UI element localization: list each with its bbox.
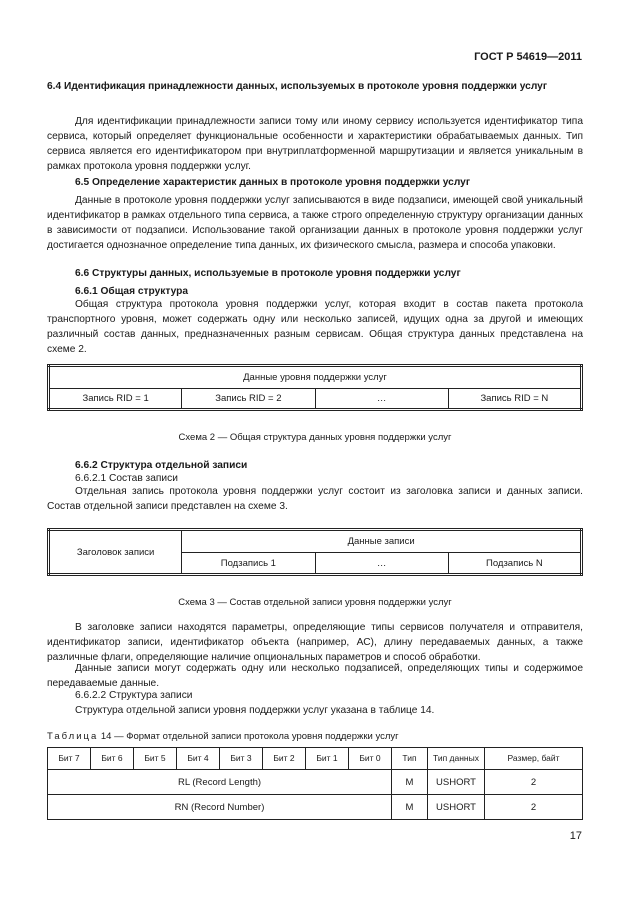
section-6-5-heading: 6.5 Определение характеристик данных в протоколе уровня поддержки услуг [75, 177, 471, 188]
scheme-2-cell: Запись RID = 2 [182, 389, 315, 410]
section-6-6-2-2-subheading: 6.6.2.2 Структура записи [75, 690, 193, 701]
table-field-cell: RL (Record Length) [48, 770, 392, 795]
table-field-cell: RN (Record Number) [48, 795, 392, 820]
table-header-cell: Бит 7 [48, 748, 91, 770]
table-type-cell: M [392, 770, 428, 795]
scheme-3-caption: Схема 3 — Состав отдельной записи уровня поддержки услуг [178, 597, 452, 608]
scheme-2-cell: Запись RID = N [448, 389, 581, 410]
table-datatype-cell: USHORT [428, 795, 485, 820]
table-header-cell: Бит 0 [349, 748, 392, 770]
scheme-2 [47, 364, 583, 411]
table-14-title: 14 — Формат отдельной записи протокола уровня поддержки услуг [100, 731, 399, 742]
scheme-3-cell: Подзапись 1 [182, 553, 315, 575]
section-6-4-heading: 6.4 Идентификация принадлежности данных, используемых в протоколе уровня поддержки услуг [47, 81, 548, 92]
section-6-6-2-1-text: Отдельная запись протокола уровня поддержки услуг состоит из заголовка записи и данных записи. Состав отдельной записи представлен на схеме 3. [47, 486, 583, 512]
scheme-2-top-cell: Данные уровня поддержки услуг [49, 366, 582, 389]
scheme-2-caption: Схема 2 — Общая структура данных уровня поддержки услуг [178, 432, 452, 443]
section-6-6-1-heading: 6.6.1 Общая структура [75, 286, 189, 297]
table-header-cell: Бит 1 [306, 748, 349, 770]
table-header-cell: Бит 2 [263, 748, 306, 770]
table-header-cell: Бит 4 [177, 748, 220, 770]
section-6-5-text: Данные в протоколе уровня поддержки услуг записываются в виде подзаписи, имеющей свой уникальный идентификатор в рамках отдельного типа сервиса, а также строго определенную структуру организации данных в зависимости от подзаписи. Использование такой организации данных в протоколе уровня поддержки услуг достигается однозначное определение типа данных, их физического смысла, размера и способа упаковки. [47, 195, 583, 251]
table-14-label: Таблица [47, 731, 99, 742]
table-header-cell: Бит 6 [91, 748, 134, 770]
table-header-cell: Бит 5 [134, 748, 177, 770]
table-size-cell: 2 [485, 770, 583, 795]
scheme-3-data-cell: Данные записи [182, 530, 582, 553]
table-14-reference: Структура отдельной записи уровня поддержки услуг указана в таблице 14. [75, 705, 435, 716]
section-6-6-2-1-subheading: 6.6.2.1 Состав записи [75, 473, 178, 484]
table-datatype-cell: USHORT [428, 770, 485, 795]
table-14-caption [47, 729, 583, 744]
scheme-3-cell: Подзапись N [448, 553, 581, 575]
table-type-cell: M [392, 795, 428, 820]
record-header-text: В заголовке записи находятся параметры, определяющие типы сервисов получателя и отправителя, идентификатор записи, идентификатор объекта (например, АС), длину передаваемых данных, а также различные флаги, определяющие наличие опциональных параметров и способ обработки. [47, 622, 583, 663]
section-6-6-2-heading: 6.6.2 Структура отдельной записи [75, 460, 248, 471]
scheme-3-header-cell: Заголовок записи [49, 530, 182, 575]
section-6-6-heading: 6.6 Структуры данных, используемые в протоколе уровня поддержки услуг [75, 268, 461, 279]
table-header-cell: Размер, байт [485, 748, 583, 770]
table-row [48, 770, 583, 795]
document-header: ГОСТ Р 54619—2011 [474, 51, 582, 63]
scheme-2-cell: Запись RID = 1 [49, 389, 182, 410]
table-size-cell: 2 [485, 795, 583, 820]
section-6-4-text: Для идентификации принадлежности записи тому или иному сервису используется идентификатор типа сервиса, который определяет функциональные особенности и характеристики обрабатываемых данных. Тип сервиса является его идентификатором при внутриплатформенной маршрутизации и является уникальным в рамках протокола уровня поддержки услуг. [47, 116, 583, 172]
table-header-cell: Бит 3 [220, 748, 263, 770]
record-data-text: Данные записи могут содержать одну или несколько подзаписей, определяющих типы и содержимое передаваемые данные. [47, 663, 583, 689]
table-14 [47, 747, 583, 820]
scheme-2-cell: … [315, 389, 448, 410]
scheme-3-cell: … [315, 553, 448, 575]
table-header-cell: Тип данных [428, 748, 485, 770]
scheme-3 [47, 528, 583, 576]
page-number: 17 [569, 830, 582, 842]
section-6-6-1-text: Общая структура протокола уровня поддержки услуг, которая входит в состав пакета протокола транспортного уровня, может содержать одну или несколько записей, идущих одна за другой и имеющих различный состав данных, предназначенных разным сервисам. Общая структура данных представлена на схеме 2. [47, 299, 583, 355]
table-row [48, 795, 583, 820]
table-header-cell: Тип [392, 748, 428, 770]
